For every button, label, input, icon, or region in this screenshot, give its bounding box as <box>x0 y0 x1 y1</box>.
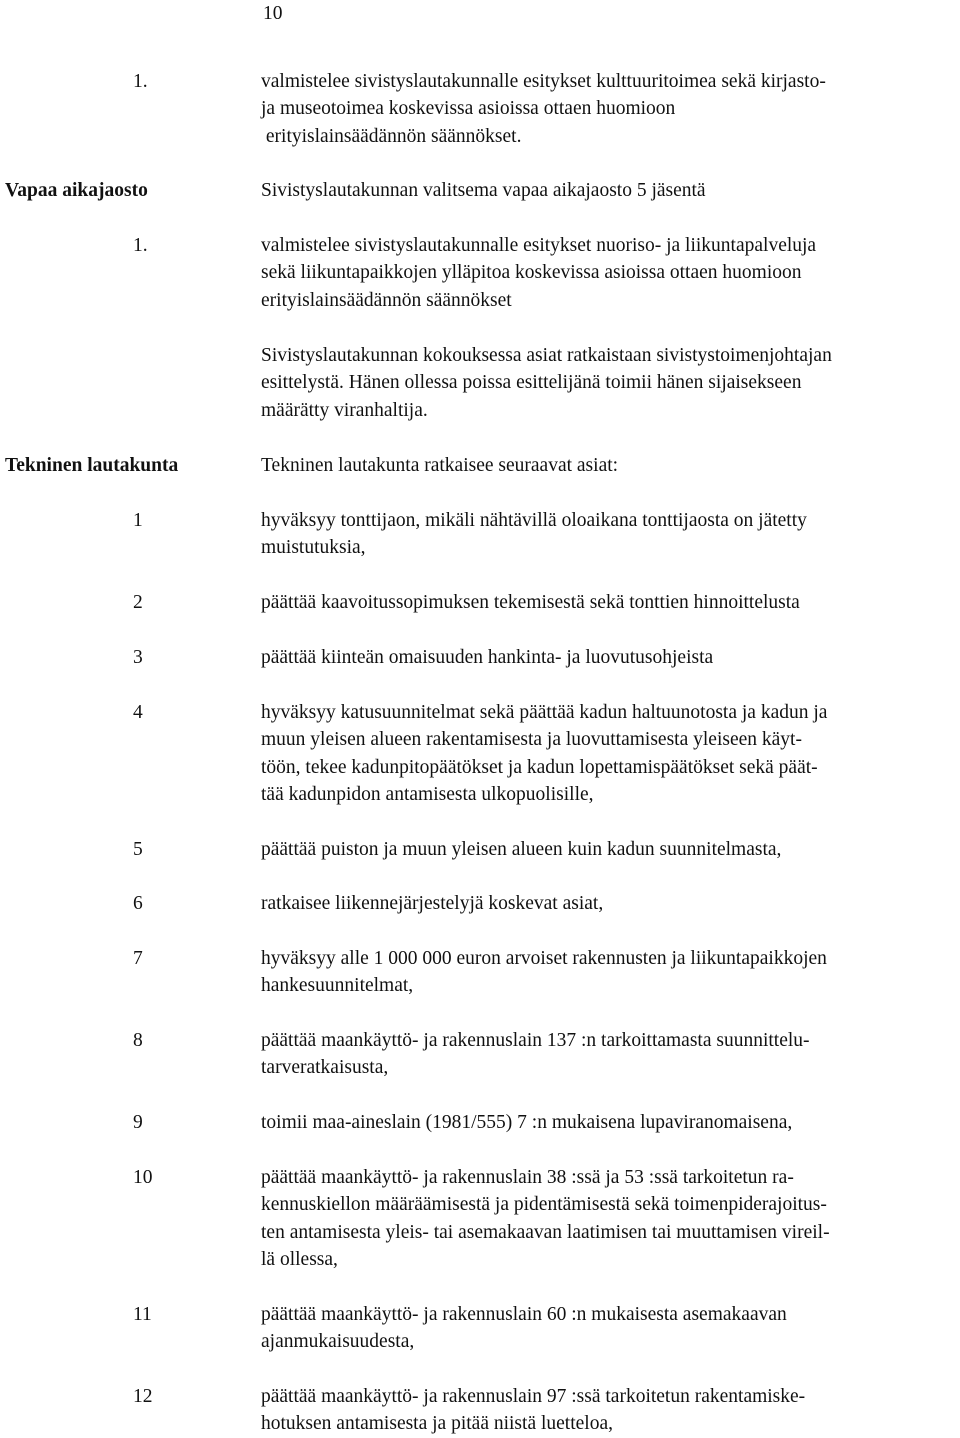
block1-line: valmistelee sivistyslautakunnalle esitykset kulttuuritoimea sekä kirjasto- <box>261 71 826 92</box>
tekninen-item-number: 3 <box>133 647 143 668</box>
tekninen-item-text <box>261 589 800 616</box>
tekninen-item-text <box>261 507 807 562</box>
block1-line: erityislainsäädännön säännökset. <box>261 125 522 147</box>
block1-line: ja museotoimea koskevissa asioissa ottaen huomioon <box>261 98 676 120</box>
tekninen-item-text <box>261 836 781 863</box>
tekninen-item-line: päättää maankäyttö- ja rakennuslain 97 :ssä tarkoitetun rakentamiske- <box>261 1386 806 1407</box>
tekninen-item-text <box>261 1109 792 1136</box>
tekninen-item-number: 6 <box>133 893 143 914</box>
tekninen-item-line: päättää maankäyttö- ja rakennuslain 60 :n mukaisesta asemakaavan <box>261 1304 787 1325</box>
vapaa-item-number: 1. <box>133 235 148 256</box>
tekninen-item-line: päättää kaavoitussopimuksen tekemisestä sekä tonttien hinnoittelusta <box>261 592 800 613</box>
tekninen-item-line: lä ollessa, <box>261 1248 338 1270</box>
tekninen-item-line: päättää puiston ja muun yleisen alueen kuin kadun suunnitelmasta, <box>261 839 782 860</box>
tekninen-item-number: 12 <box>133 1386 153 1407</box>
tekninen-item-line: hotuksen antamisesta ja pitää niistä luetteloa, <box>261 1413 613 1435</box>
tekninen-item-line: hyväksyy alle 1 000 000 euron arvoiset rakennusten ja liikuntapaikkojen <box>261 948 827 969</box>
vapaa-note-line: määrätty viranhaltija. <box>261 399 428 421</box>
tekninen-intro: Tekninen lautakunta ratkaisee seuraavat asiat: <box>261 455 619 476</box>
vapaa-aikajaosto-intro: Sivistyslautakunnan valitsema vapaa aikajaosto 5 jäsentä <box>261 180 706 201</box>
tekninen-item-number: 8 <box>133 1030 143 1051</box>
vapaa-note-line: Sivistyslautakunnan kokouksessa asiat ratkaistaan sivistystoimenjohtajan <box>261 345 832 366</box>
tekninen-item-text <box>261 1164 830 1273</box>
tekninen-item-line: hyväksyy katusuunnitelmat sekä päättää kadun haltuunotosta ja kadun ja <box>261 702 828 723</box>
tekninen-item-line: ajanmukaisuudesta, <box>261 1331 415 1353</box>
tekninen-item-line: päättää maankäyttö- ja rakennuslain 38 :ssä ja 53 :ssä tarkoitetun ra- <box>261 1167 794 1188</box>
page-number: 10 <box>263 3 283 24</box>
tekninen-item-line: hankesuunnitelmat, <box>261 975 414 997</box>
tekninen-item-text <box>261 1383 805 1438</box>
tekninen-item-line: toimii maa-aineslain (1981/555) 7 :n mukaisena lupaviranomaisena, <box>261 1112 793 1133</box>
tekninen-item-number: 1 <box>133 510 143 531</box>
tekninen-item-line: töön, tekee kadunpitopäätökset ja kadun lopettamispäätökset sekä päät- <box>261 756 818 778</box>
section-heading-tekninen-lautakunta: Tekninen lautakunta <box>5 455 179 476</box>
tekninen-item-text <box>261 699 827 808</box>
tekninen-item-text <box>261 644 713 671</box>
tekninen-item-line: muistutuksia, <box>261 537 366 559</box>
vapaa-item-text <box>261 232 816 314</box>
section-heading-vapaa-aikajaosto: Vapaa aikajaosto <box>5 180 148 201</box>
tekninen-item-number: 10 <box>133 1167 153 1188</box>
vapaa-item-line: erityislainsäädännön säännökset <box>261 289 512 311</box>
block1-text <box>261 68 826 150</box>
tekninen-item-text <box>261 945 827 1000</box>
vapaa-note-line: esittelystä. Hänen ollessa poissa esittelijänä toimii hänen sijaisekseen <box>261 372 802 394</box>
tekninen-item-text <box>261 1027 810 1082</box>
block1-number: 1. <box>133 71 148 92</box>
tekninen-item-number: 5 <box>133 839 143 860</box>
tekninen-item-text <box>261 890 603 917</box>
tekninen-item-text <box>261 1301 787 1356</box>
tekninen-item-line: päättää maankäyttö- ja rakennuslain 137 :n tarkoittamasta suunnittelu- <box>261 1030 810 1051</box>
tekninen-item-line: päättää kiinteän omaisuuden hankinta- ja luovutusohjeista <box>261 647 714 668</box>
vapaa-item-line: sekä liikuntapaikkojen ylläpitoa koskevissa asioissa ottaen huomioon <box>261 262 802 284</box>
tekninen-item-line: hyväksyy tonttijaon, mikäli nähtävillä oloaikana tonttijaosta on jätetty <box>261 510 807 531</box>
tekninen-item-line: ratkaisee liikennejärjestelyjä koskevat asiat, <box>261 893 604 914</box>
tekninen-item-number: 7 <box>133 948 143 969</box>
tekninen-item-line: tää kadunpidon antamisesta ulkopuolisille, <box>261 783 594 805</box>
vapaa-note <box>261 342 832 424</box>
tekninen-item-number: 9 <box>133 1112 143 1133</box>
tekninen-item-number: 11 <box>133 1304 152 1325</box>
tekninen-item-line: kennuskiellon määräämisestä ja pidentämisestä sekä toimenpiderajoitus- <box>261 1194 827 1216</box>
tekninen-item-line: tarveratkaisusta, <box>261 1057 389 1079</box>
tekninen-item-number: 4 <box>133 702 143 723</box>
vapaa-item-line: valmistelee sivistyslautakunnalle esitykset nuoriso- ja liikuntapalveluja <box>261 235 817 256</box>
tekninen-item-number: 2 <box>133 592 143 613</box>
tekninen-item-line: ten antamisesta yleis- tai asemakaavan laatimisen tai muuttamisen vireil- <box>261 1221 830 1243</box>
tekninen-item-line: muun yleisen alueen rakentamisesta ja luovuttamisesta yleiseen käyt- <box>261 729 802 751</box>
